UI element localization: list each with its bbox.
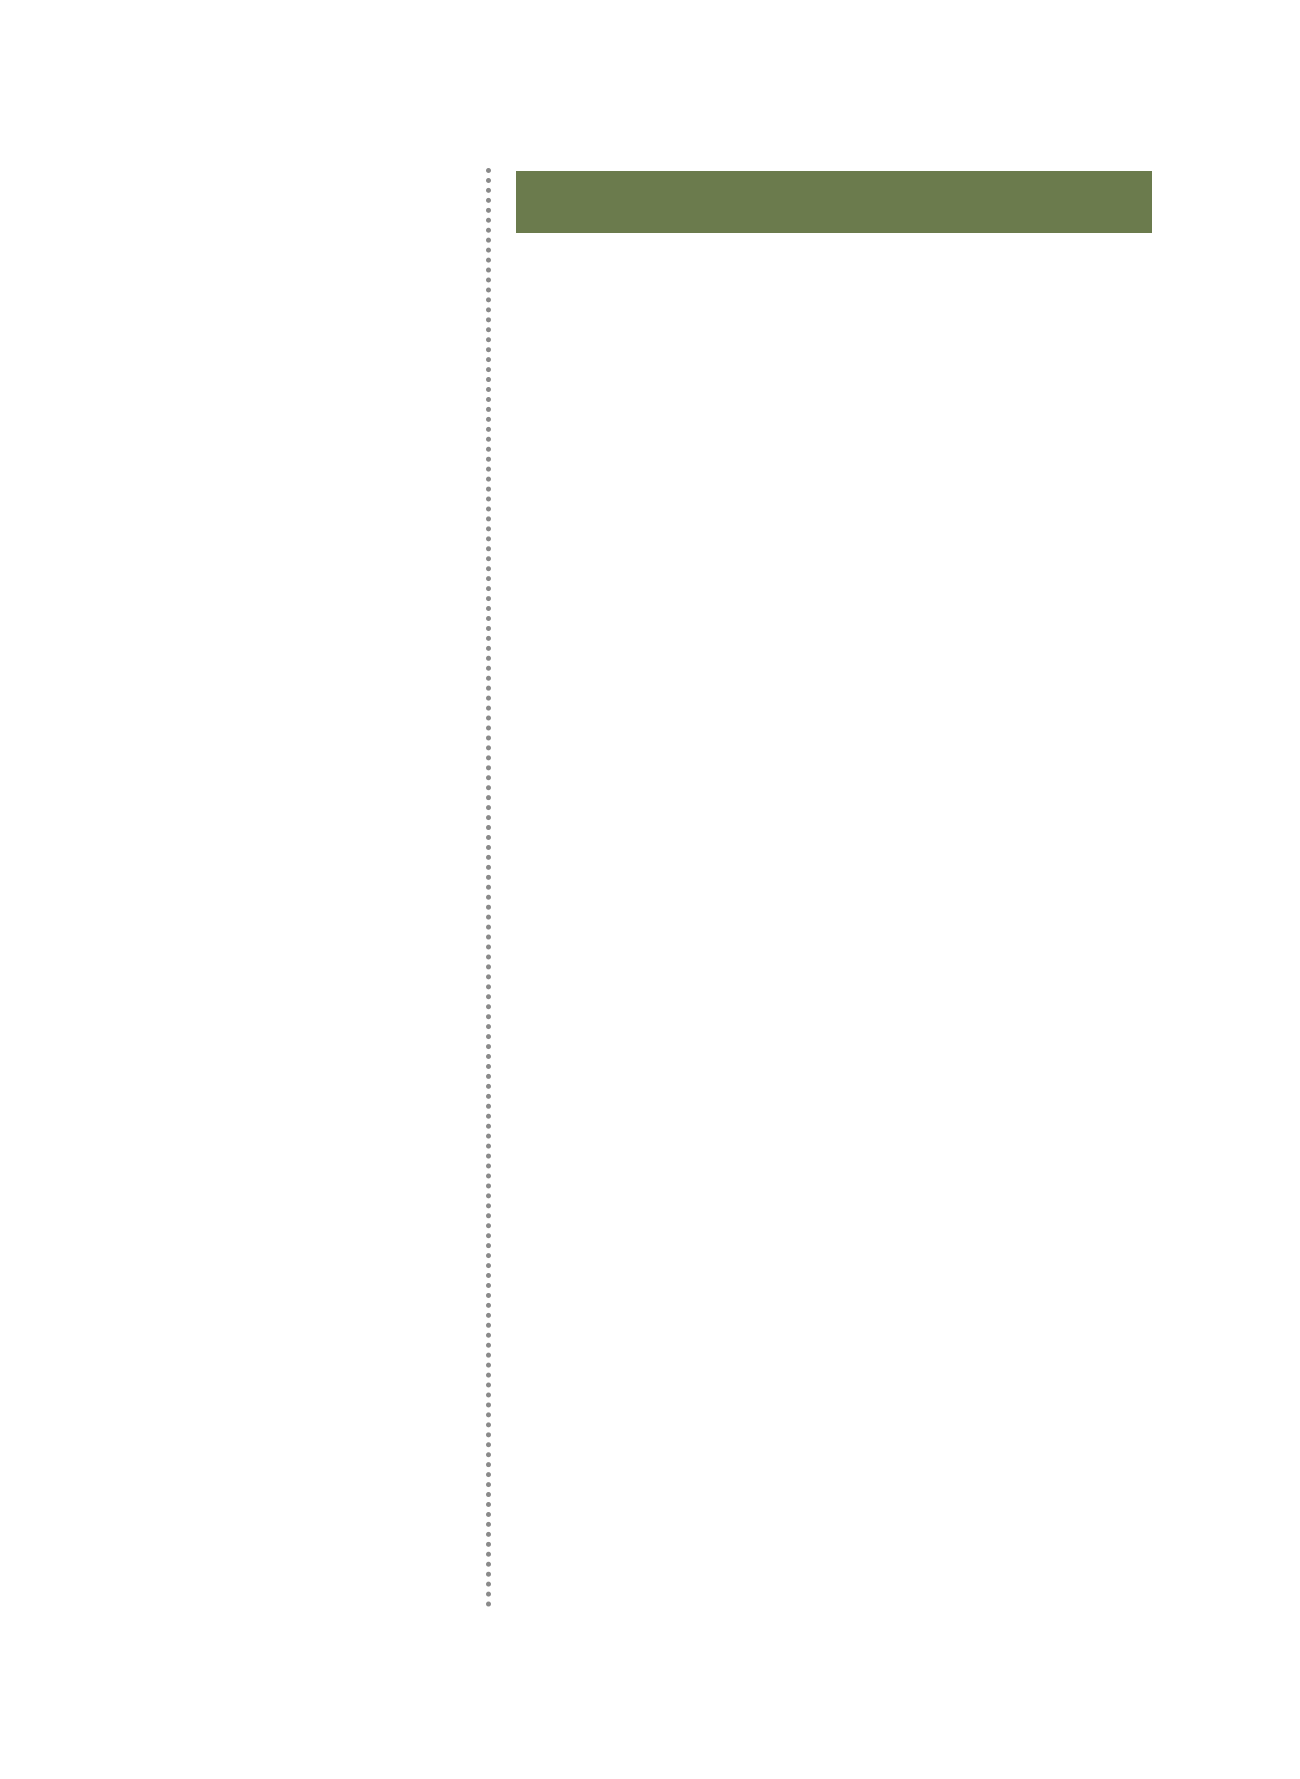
acknowledgements-section [516, 171, 1152, 253]
acknowledgements-banner [516, 171, 1152, 233]
column-divider [486, 168, 491, 1608]
page-footer [1136, 1676, 1150, 1700]
